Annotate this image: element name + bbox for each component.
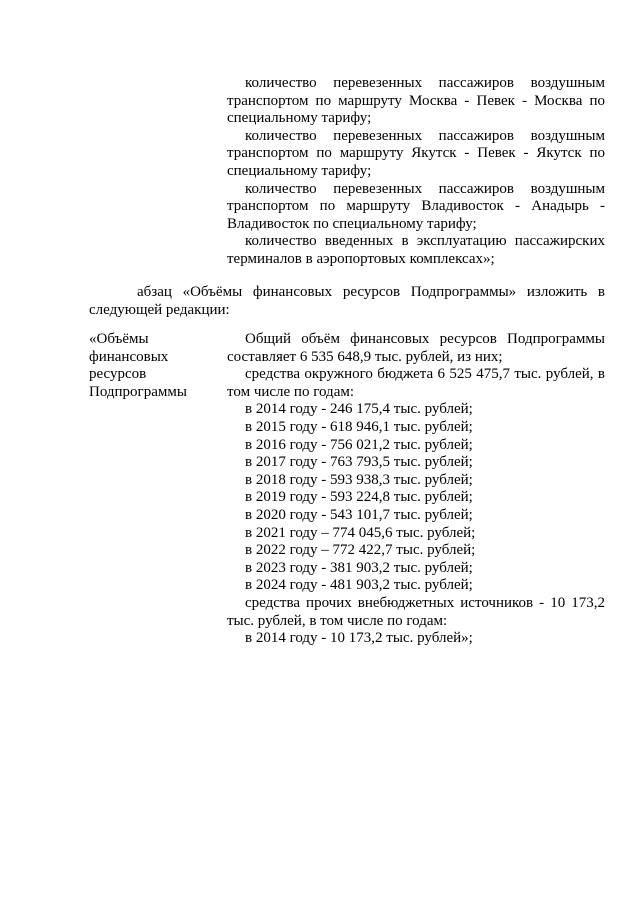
okrug-year-line: в 2019 году - 593 224,8 тыс. рублей; (245, 489, 473, 506)
financing-label-line: финансовых (89, 348, 169, 365)
financing-content (227, 331, 605, 648)
indicator-paragraph-yakutsk-pevek: количество перевезенных пассажиров воздушным транспортом по маршруту Якутск - Певек - Якутск по специальному тарифу; (227, 127, 605, 179)
indicator-paragraph-vladivostok-anadyr: количество перевезенных пассажиров воздушным транспортом по маршруту Владивосток - Анадырь - Владивосток по специальному тарифу; (227, 180, 605, 232)
okrug-year-line: в 2014 году - 246 175,4 тыс. рублей; (245, 401, 473, 418)
okrug-year-line: в 2021 году – 774 045,6 тыс. рублей; (245, 524, 476, 541)
financing-label-line: ресурсов (89, 366, 147, 383)
vnebudget-year-line: в 2014 году - 10 173,2 тыс. рублей»; (245, 630, 473, 647)
okrug-year-line: в 2017 году - 763 793,5 тыс. рублей; (245, 454, 473, 471)
total-financing-paragraph: Общий объём финансовых ресурсов Подпрограммы составляет 6 535 648,9 тыс. рублей, из них; (227, 331, 605, 365)
financing-label-line: Подпрограммы (89, 383, 187, 400)
okrug-budget-paragraph: средства окружного бюджета 6 525 475,7 тыс. рублей, в том числе по годам: (227, 366, 605, 400)
okrug-year-line: в 2022 году – 772 422,7 тыс. рублей; (245, 542, 476, 559)
okrug-year-line: в 2016 году - 756 021,2 тыс. рублей; (245, 436, 473, 453)
okrug-year-line: в 2015 году - 618 946,1 тыс. рублей; (245, 418, 473, 435)
indicator-paragraph-terminals: количество введенных в эксплуатацию пассажирских терминалов в аэропортовых комплексах»; (227, 233, 605, 267)
okrug-year-line: в 2024 году - 481 903,2 тыс. рублей; (245, 577, 473, 594)
abzac-instruction: абзац «Объёмы финансовых ресурсов Подпрограммы» изложить в следующей редакции: (89, 284, 605, 318)
indicator-paragraph-moscow-pevek: количество перевезенных пассажиров воздушным транспортом по маршруту Москва - Певек - Москва по специальному тарифу; (227, 75, 605, 127)
vnebudget-paragraph: средства прочих внебюджетных источников - 10 173,2 тыс. рублей, в том числе по годам: (227, 594, 605, 629)
financing-label-line: «Объёмы (89, 331, 149, 347)
okrug-year-line: в 2020 году - 543 101,7 тыс. рублей; (245, 506, 473, 523)
financing-label (89, 331, 219, 401)
okrug-year-line: в 2018 году - 593 938,3 тыс. рублей; (245, 471, 473, 488)
top-indicators-block (227, 75, 605, 269)
okrug-year-line: в 2023 году - 381 903,2 тыс. рублей; (245, 559, 473, 576)
